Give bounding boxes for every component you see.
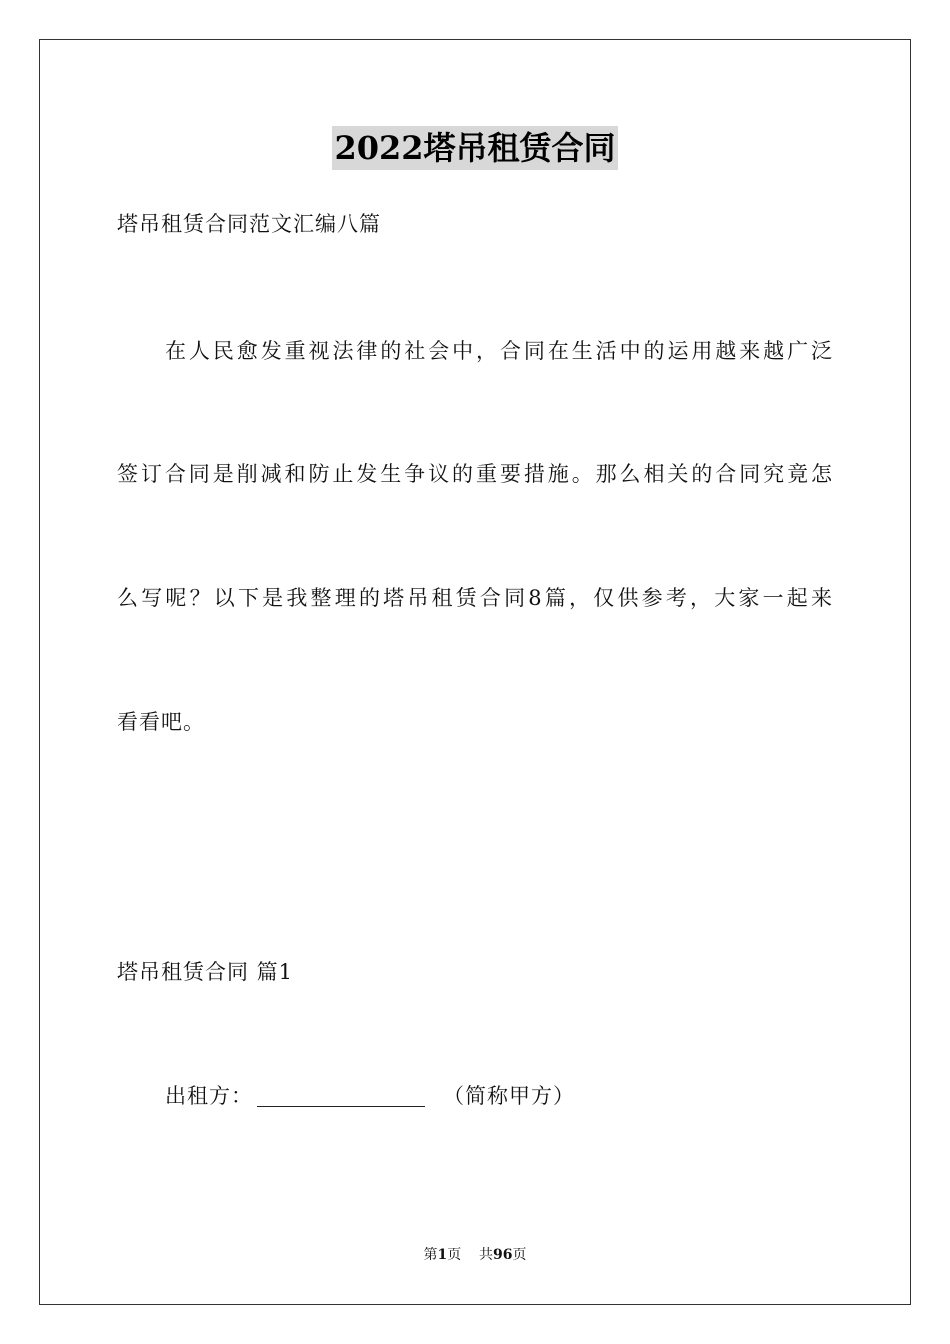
intro-line-2: 签订合同是削减和防止发生争议的重要措施。那么相关的合同究竟怎 xyxy=(117,462,833,486)
footer-page-mid: 页 共 xyxy=(447,1247,494,1263)
intro-line-4: 看看吧。 xyxy=(117,710,205,734)
footer-page-prefix: 第 xyxy=(423,1247,438,1263)
title-container xyxy=(0,126,950,170)
footer-page-current: 1 xyxy=(437,1247,448,1263)
lessor-blank-field xyxy=(257,1084,425,1107)
footer-page-total: 96 xyxy=(493,1247,513,1263)
lessor-note: （简称甲方） xyxy=(443,1084,575,1108)
lessor-line xyxy=(165,1081,575,1111)
intro-line-1: 在人民愈发重视法律的社会中，合同在生活中的运用越来越广泛 xyxy=(165,339,833,363)
intro-line-3: 么写呢？以下是我整理的塔吊租赁合同8篇，仅供参考，大家一起来 xyxy=(117,586,833,610)
page-footer xyxy=(0,1246,950,1264)
lessor-label: 出租方： xyxy=(165,1084,253,1108)
document-title: 2022塔吊租赁合同 xyxy=(332,126,617,170)
document-subtitle: 塔吊租赁合同范文汇编八篇 xyxy=(117,212,381,236)
footer-page-suffix: 页 xyxy=(512,1247,527,1263)
section-heading: 塔吊租赁合同 篇1 xyxy=(117,960,294,984)
